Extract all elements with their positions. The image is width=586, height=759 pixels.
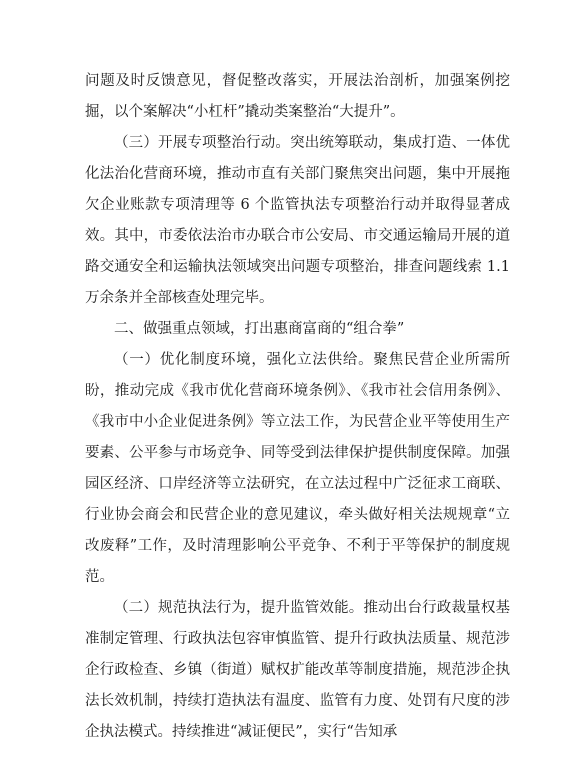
document-body	[85, 66, 510, 748]
section-heading: 二、做强重点领域，打出惠商富商的“组合拳”	[114, 321, 405, 337]
paragraph-2: （三）开展专项整治行动。突出统筹联动，集成打造、一体优化法治化营商环境，推动市直有关部门聚焦突出问题，集中开展拖欠企业账款专项清理等 6 个监管执法专项整治行动并取得显著成效。其中，市委依法治市办联合市公安局、市交通运输局开展的道路交通安全和运输执法领域突出问题专项整治，排查问题线索 1.1 万余条并全部核查处理完毕。	[85, 135, 510, 306]
paragraph-3: （一）优化制度环境，强化立法供给。聚焦民营企业所需所盼，推动完成《我市优化营商环境条例》、《我市社会信用条例》、《我市中小企业促进条例》等立法工作，为民营企业平等使用生产要素、公平参与市场竞争、同等受到法律保护提供制度保障。加强园区经济、口岸经济等立法研究，在立法过程中广泛征求工商联、行业协会商会和民营企业的意见建议，牵头做好相关法规规章“立改废释”工作，及时清理影响公平竞争、不利于平等保护的制度规范。	[85, 352, 510, 585]
paragraph-1: 问题及时反馈意见，督促整改落实，开展法治剖析，加强案例挖掘，以个案解决“小杠杆”撬动类案整治“大提升”。	[85, 73, 510, 120]
paragraph-4: （二）规范执法行为，提升监管效能。推动出台行政裁量权基准制定管理、行政执法包容审慎监管、提升行政执法质量、规范涉企行政检查、乡镇（街道）赋权扩能改革等制度措施，规范涉企执法长效机制，持续打造执法有温度、监管有力度、处罚有尺度的涉企执法模式。持续推进“减证便民”，实行“告知承	[85, 600, 510, 740]
